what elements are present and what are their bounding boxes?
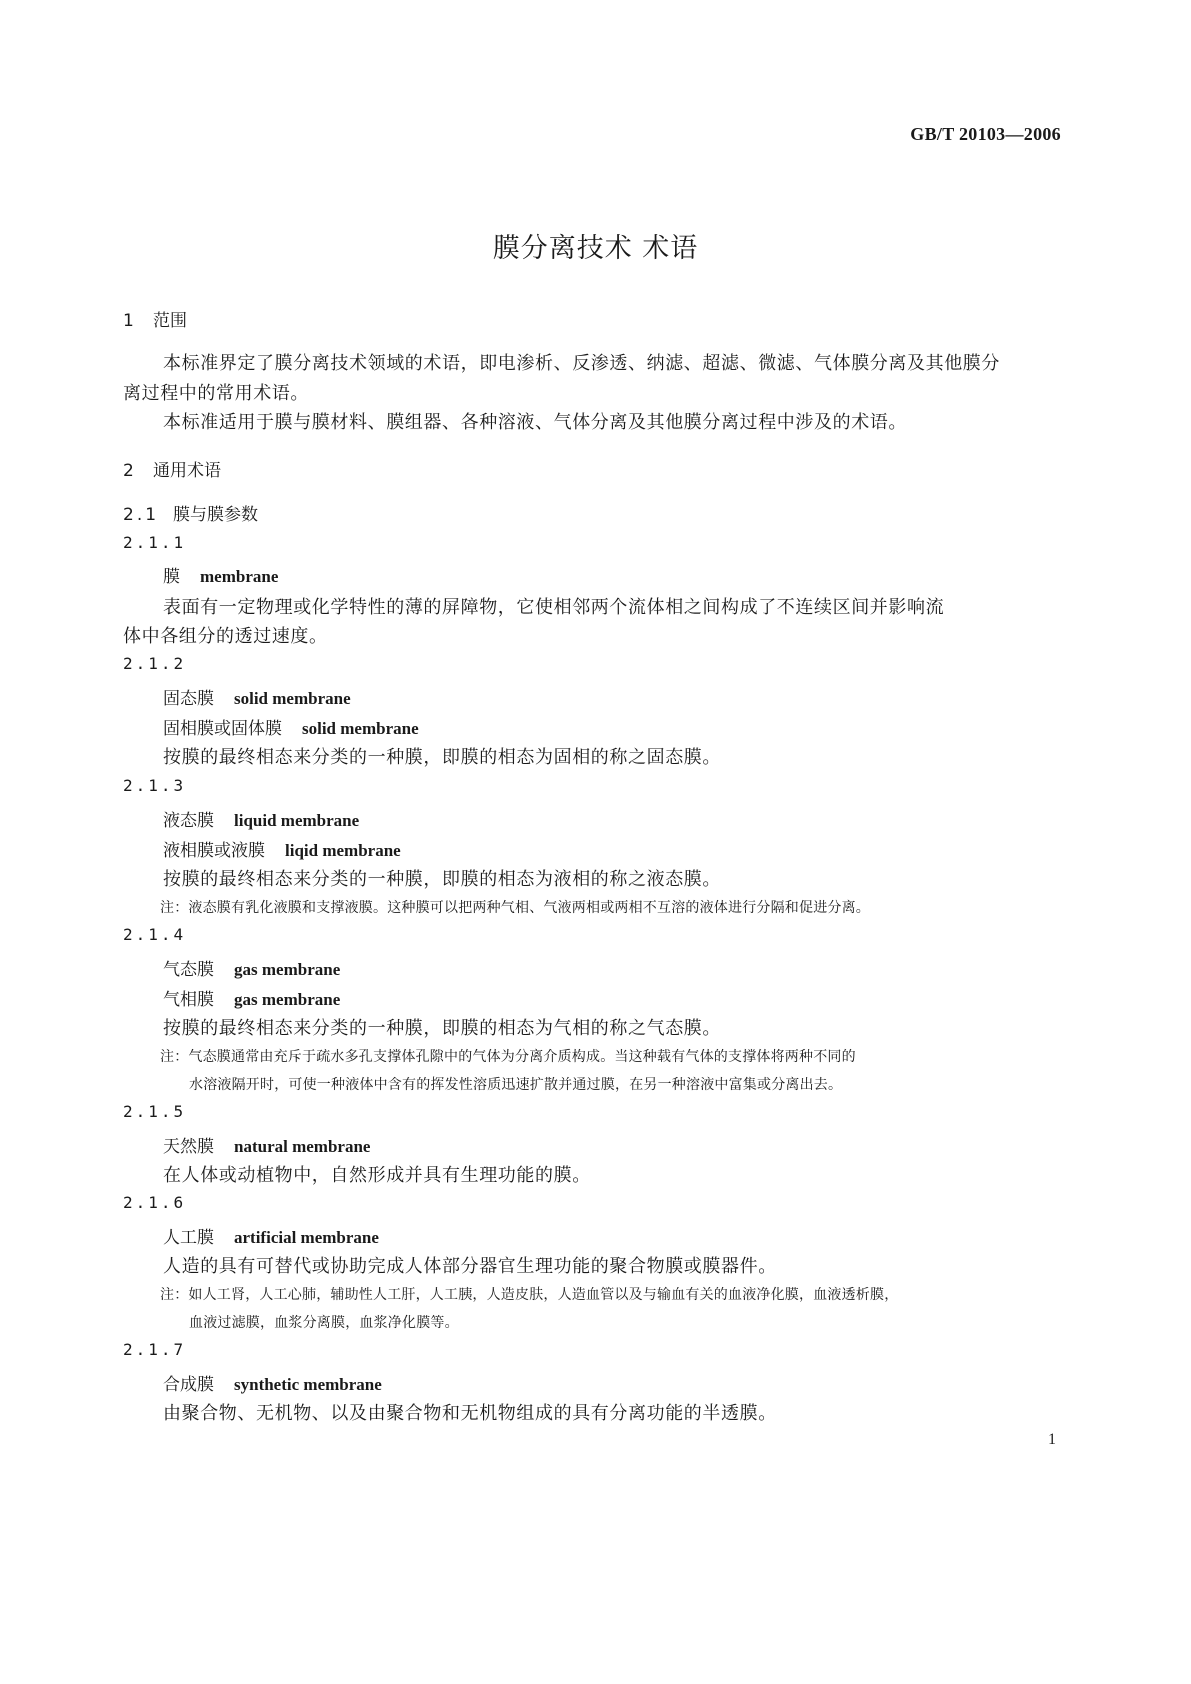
term-en: gas membrane bbox=[234, 960, 341, 979]
term-2-1-4-a bbox=[163, 955, 340, 980]
term-en: gas membrane bbox=[234, 990, 341, 1009]
term-number-2-1-5: 2.1.5 bbox=[123, 1102, 187, 1121]
section-title: 范围 bbox=[153, 311, 187, 331]
term-en: liqid membrane bbox=[285, 841, 401, 860]
term-en: liquid membrane bbox=[234, 811, 360, 830]
definition-2-1-7: 由聚合物、无机物、以及由聚合物和无机物组成的具有分离功能的半透膜。 bbox=[163, 1403, 777, 1424]
term-zh: 液相膜或液膜 bbox=[163, 841, 265, 861]
term-zh: 人工膜 bbox=[163, 1228, 214, 1248]
definition-2-1-1-line-1: 表面有一定物理或化学特性的薄的屏障物，它使相邻两个流体相之间构成了不连续区间并影响流 bbox=[163, 597, 945, 618]
term-2-1-2-a bbox=[163, 684, 351, 709]
term-2-1-5 bbox=[163, 1132, 370, 1157]
term-en: solid membrane bbox=[302, 719, 419, 738]
note-2-1-6-line-2: 血液过滤膜，血浆分离膜，血浆净化膜等。 bbox=[189, 1315, 459, 1331]
term-zh: 合成膜 bbox=[163, 1375, 214, 1395]
term-zh: 膜 bbox=[163, 567, 180, 587]
definition-2-1-2: 按膜的最终相态来分类的一种膜，即膜的相态为固相的称之固态膜。 bbox=[163, 747, 721, 768]
definition-2-1-1-line-2: 体中各组分的透过速度。 bbox=[123, 626, 328, 647]
term-number-2-1-3: 2.1.3 bbox=[123, 776, 187, 795]
scope-paragraph-1-line-2: 离过程中的常用术语。 bbox=[123, 383, 309, 404]
scope-paragraph-1-line-1: 本标准界定了膜分离技术领域的术语，即电渗析、反渗透、纳滤、超滤、微滤、气体膜分离及其他膜分 bbox=[163, 353, 1000, 374]
term-zh: 气态膜 bbox=[163, 960, 214, 980]
term-zh: 固态膜 bbox=[163, 689, 214, 709]
definition-2-1-5: 在人体或动植物中，自然形成并具有生理功能的膜。 bbox=[163, 1165, 591, 1186]
term-en: artificial membrane bbox=[234, 1228, 379, 1247]
definition-2-1-4: 按膜的最终相态来分类的一种膜，即膜的相态为气相的称之气态膜。 bbox=[163, 1018, 721, 1039]
note-2-1-3: 注：液态膜有乳化液膜和支撑液膜。这种膜可以把两种气相、气液两相或两相不互溶的液体进行分隔和促进分离。 bbox=[160, 900, 870, 916]
note-2-1-6-line-1: 注：如人工肾，人工心肺，辅助性人工肝，人工胰，人造皮肤，人造血管以及与输血有关的血液净化膜，血液透析膜， bbox=[160, 1287, 899, 1303]
term-en: solid membrane bbox=[234, 689, 351, 708]
term-number-2-1-1: 2.1.1 bbox=[123, 533, 187, 552]
section-number: 2.1 bbox=[123, 505, 160, 525]
term-zh: 气相膜 bbox=[163, 990, 214, 1010]
note-2-1-4-line-2: 水溶液隔开时，可使一种液体中含有的挥发性溶质迅速扩散并通过膜，在另一种溶液中富集或分离出去。 bbox=[189, 1077, 843, 1093]
standard-code: GB/T 20103—2006 bbox=[910, 124, 1061, 144]
section-number: 2 bbox=[123, 461, 134, 481]
page-number: 1 bbox=[1048, 1431, 1056, 1448]
section-title: 通用术语 bbox=[153, 461, 221, 481]
definition-2-1-6: 人造的具有可替代或协助完成人体部分器官生理功能的聚合物膜或膜器件。 bbox=[163, 1256, 777, 1277]
term-zh: 固相膜或固体膜 bbox=[163, 719, 282, 739]
section-title: 膜与膜参数 bbox=[173, 505, 258, 525]
section-2-heading bbox=[123, 456, 221, 481]
term-zh: 天然膜 bbox=[163, 1137, 214, 1157]
section-2-1-heading bbox=[123, 500, 258, 525]
term-2-1-3-a bbox=[163, 806, 359, 831]
term-number-2-1-4: 2.1.4 bbox=[123, 925, 187, 944]
term-2-1-1 bbox=[163, 562, 278, 587]
term-en: synthetic membrane bbox=[234, 1375, 382, 1394]
document-title: 膜分离技术 术语 bbox=[492, 233, 699, 264]
term-number-2-1-2: 2.1.2 bbox=[123, 654, 187, 673]
term-number-2-1-7: 2.1.7 bbox=[123, 1340, 187, 1359]
definition-2-1-3: 按膜的最终相态来分类的一种膜，即膜的相态为液相的称之液态膜。 bbox=[163, 869, 721, 890]
scope-paragraph-2: 本标准适用于膜与膜材料、膜组器、各种溶液、气体分离及其他膜分离过程中涉及的术语。 bbox=[163, 412, 907, 433]
section-1-heading bbox=[123, 306, 187, 331]
section-number: 1 bbox=[123, 311, 134, 331]
term-en: natural membrane bbox=[234, 1137, 371, 1156]
term-number-2-1-6: 2.1.6 bbox=[123, 1193, 187, 1212]
term-2-1-2-b bbox=[163, 714, 419, 739]
term-2-1-7 bbox=[163, 1370, 382, 1395]
note-2-1-4-line-1: 注：气态膜通常由充斥于疏水多孔支撑体孔隙中的气体为分离介质构成。当这种载有气体的支撑体将两种不同的 bbox=[160, 1049, 856, 1065]
term-2-1-4-b bbox=[163, 985, 340, 1010]
term-en: membrane bbox=[200, 567, 279, 586]
term-2-1-3-b bbox=[163, 836, 401, 861]
term-zh: 液态膜 bbox=[163, 811, 214, 831]
term-2-1-6 bbox=[163, 1223, 379, 1248]
